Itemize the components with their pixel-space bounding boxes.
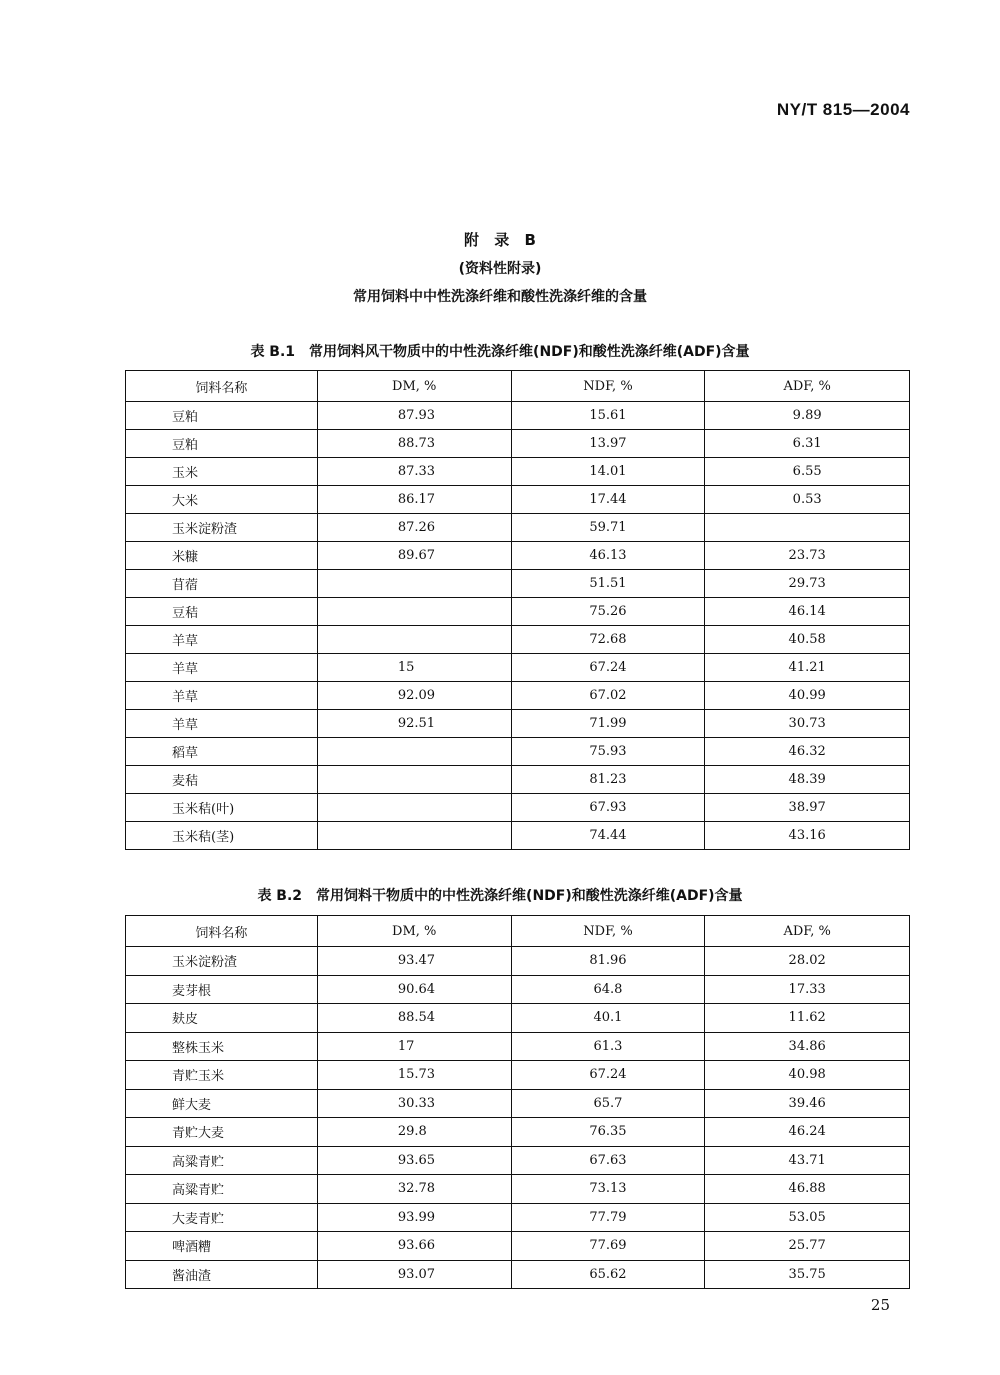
dm-cell: 87.93 (317, 402, 511, 430)
feed-name-cell: 羊草 (126, 682, 318, 710)
feed-name-cell: 稻草 (126, 738, 318, 766)
dm-cell (317, 570, 511, 598)
adf-cell: 0.53 (705, 486, 910, 514)
dm-cell (317, 766, 511, 794)
ndf-cell: 40.1 (511, 1004, 705, 1033)
dm-cell: 86.17 (317, 486, 511, 514)
feed-name-cell: 整株玉米 (126, 1032, 318, 1061)
adf-cell: 40.99 (705, 682, 910, 710)
table1 (125, 370, 910, 850)
dm-cell: 32.78 (317, 1175, 511, 1204)
table1-caption (0, 341, 1000, 361)
adf-cell: 46.14 (705, 598, 910, 626)
adf-cell: 41.21 (705, 654, 910, 682)
ndf-cell: 61.3 (511, 1032, 705, 1061)
ndf-cell: 67.02 (511, 682, 705, 710)
dm-cell: 93.66 (317, 1232, 511, 1261)
adf-cell: 43.16 (705, 822, 910, 850)
table2-caption-text: 常用饲料干物质中的中性洗涤纤维(NDF)和酸性洗涤纤维(ADF)含量 (316, 888, 743, 904)
table-row (126, 1175, 910, 1204)
table-row (126, 738, 910, 766)
ndf-cell: 76.35 (511, 1118, 705, 1147)
table2-caption (0, 885, 1000, 905)
ndf-cell: 51.51 (511, 570, 705, 598)
dm-cell (317, 598, 511, 626)
table-row (126, 458, 910, 486)
table-row (126, 766, 910, 794)
adf-cell: 6.55 (705, 458, 910, 486)
table-row (126, 1232, 910, 1261)
table-row (126, 710, 910, 738)
table-row (126, 947, 910, 976)
page-number: 25 (870, 1296, 890, 1314)
feed-name-cell: 玉米淀粉渣 (126, 947, 318, 976)
table-row (126, 1061, 910, 1090)
feed-name-cell: 米糠 (126, 542, 318, 570)
table-row (126, 1118, 910, 1147)
ndf-cell: 71.99 (511, 710, 705, 738)
table-row (126, 1146, 910, 1175)
ndf-cell: 17.44 (511, 486, 705, 514)
dm-cell: 29.8 (317, 1118, 511, 1147)
feed-name-cell: 麸皮 (126, 1004, 318, 1033)
table2-label: 表 B.2 (257, 888, 303, 904)
standard-code: NY/T 815—2004 (776, 100, 910, 119)
ndf-cell: 15.61 (511, 402, 705, 430)
dm-cell: 15 (317, 654, 511, 682)
adf-cell: 40.98 (705, 1061, 910, 1090)
table-row (126, 1203, 910, 1232)
table-row (126, 430, 910, 458)
table-row (126, 822, 910, 850)
table-row (126, 514, 910, 542)
adf-cell: 39.46 (705, 1089, 910, 1118)
feed-name-cell: 豆秸 (126, 598, 318, 626)
adf-cell: 6.31 (705, 430, 910, 458)
table-row (126, 598, 910, 626)
dm-cell: 92.09 (317, 682, 511, 710)
ndf-cell: 77.79 (511, 1203, 705, 1232)
table2-col-header: NDF, % (511, 916, 705, 947)
feed-name-cell: 玉米淀粉渣 (126, 514, 318, 542)
adf-cell: 28.02 (705, 947, 910, 976)
adf-cell: 46.32 (705, 738, 910, 766)
ndf-cell: 46.13 (511, 542, 705, 570)
adf-cell: 23.73 (705, 542, 910, 570)
table2-header-row (126, 916, 910, 947)
dm-cell (317, 822, 511, 850)
adf-cell: 9.89 (705, 402, 910, 430)
adf-cell (705, 514, 910, 542)
dm-cell: 87.26 (317, 514, 511, 542)
table-row (126, 1032, 910, 1061)
ndf-cell: 73.13 (511, 1175, 705, 1204)
feed-name-cell: 鲜大麦 (126, 1089, 318, 1118)
adf-cell: 30.73 (705, 710, 910, 738)
adf-cell: 46.24 (705, 1118, 910, 1147)
feed-name-cell: 羊草 (126, 626, 318, 654)
ndf-cell: 14.01 (511, 458, 705, 486)
table1-col-header: 饲料名称 (126, 371, 318, 402)
table-row (126, 570, 910, 598)
table-row (126, 542, 910, 570)
adf-cell: 53.05 (705, 1203, 910, 1232)
feed-name-cell: 麦芽根 (126, 975, 318, 1004)
table-row (126, 654, 910, 682)
table2-col-header: ADF, % (705, 916, 910, 947)
adf-cell: 40.58 (705, 626, 910, 654)
table1-caption-text: 常用饲料风干物质中的中性洗涤纤维(NDF)和酸性洗涤纤维(ADF)含量 (309, 344, 750, 360)
ndf-cell: 59.71 (511, 514, 705, 542)
feed-name-cell: 青贮玉米 (126, 1061, 318, 1090)
ndf-cell: 65.7 (511, 1089, 705, 1118)
dm-cell: 92.51 (317, 710, 511, 738)
feed-name-cell: 啤酒糟 (126, 1232, 318, 1261)
feed-name-cell: 羊草 (126, 710, 318, 738)
dm-cell: 88.54 (317, 1004, 511, 1033)
dm-cell: 93.99 (317, 1203, 511, 1232)
feed-name-cell: 高粱青贮 (126, 1175, 318, 1204)
ndf-cell: 67.93 (511, 794, 705, 822)
adf-cell: 46.88 (705, 1175, 910, 1204)
ndf-cell: 81.96 (511, 947, 705, 976)
feed-name-cell: 玉米秸(叶) (126, 794, 318, 822)
dm-cell (317, 738, 511, 766)
feed-name-cell: 酱油渣 (126, 1260, 318, 1289)
table-row (126, 1004, 910, 1033)
feed-name-cell: 麦秸 (126, 766, 318, 794)
feed-name-cell: 豆粕 (126, 430, 318, 458)
dm-cell: 17 (317, 1032, 511, 1061)
dm-cell: 93.07 (317, 1260, 511, 1289)
dm-cell: 93.47 (317, 947, 511, 976)
table-row (126, 975, 910, 1004)
table-row (126, 1089, 910, 1118)
feed-name-cell: 大麦青贮 (126, 1203, 318, 1232)
ndf-cell: 77.69 (511, 1232, 705, 1261)
dm-cell (317, 794, 511, 822)
appendix-subtitle: (资料性附录) (458, 261, 542, 277)
adf-cell: 25.77 (705, 1232, 910, 1261)
feed-name-cell: 豆粕 (126, 402, 318, 430)
appendix-title: 附 录 B (464, 231, 536, 249)
feed-name-cell: 苜蓿 (126, 570, 318, 598)
adf-cell: 38.97 (705, 794, 910, 822)
ndf-cell: 67.24 (511, 1061, 705, 1090)
ndf-cell: 74.44 (511, 822, 705, 850)
feed-name-cell: 玉米秸(茎) (126, 822, 318, 850)
dm-cell: 93.65 (317, 1146, 511, 1175)
adf-cell: 48.39 (705, 766, 910, 794)
feed-name-cell: 玉米 (126, 458, 318, 486)
ndf-cell: 67.24 (511, 654, 705, 682)
adf-cell: 34.86 (705, 1032, 910, 1061)
ndf-cell: 81.23 (511, 766, 705, 794)
feed-name-cell: 大米 (126, 486, 318, 514)
ndf-cell: 64.8 (511, 975, 705, 1004)
adf-cell: 29.73 (705, 570, 910, 598)
dm-cell: 90.64 (317, 975, 511, 1004)
table-row (126, 1260, 910, 1289)
dm-cell: 87.33 (317, 458, 511, 486)
feed-name-cell: 青贮大麦 (126, 1118, 318, 1147)
table-row (126, 626, 910, 654)
feed-name-cell: 高粱青贮 (126, 1146, 318, 1175)
ndf-cell: 75.26 (511, 598, 705, 626)
ndf-cell: 13.97 (511, 430, 705, 458)
table-row (126, 794, 910, 822)
dm-cell: 89.67 (317, 542, 511, 570)
table2 (125, 915, 910, 1289)
ndf-cell: 67.63 (511, 1146, 705, 1175)
ndf-cell: 72.68 (511, 626, 705, 654)
table-row (126, 682, 910, 710)
table1-col-header: NDF, % (511, 371, 705, 402)
table-row (126, 486, 910, 514)
table2-col-header: DM, % (317, 916, 511, 947)
dm-cell (317, 626, 511, 654)
adf-cell: 43.71 (705, 1146, 910, 1175)
table1-col-header: DM, % (317, 371, 511, 402)
ndf-cell: 65.62 (511, 1260, 705, 1289)
dm-cell: 88.73 (317, 430, 511, 458)
ndf-cell: 75.93 (511, 738, 705, 766)
table-row (126, 402, 910, 430)
appendix-heading: 常用饲料中中性洗涤纤维和酸性洗涤纤维的含量 (353, 289, 647, 305)
dm-cell: 15.73 (317, 1061, 511, 1090)
adf-cell: 11.62 (705, 1004, 910, 1033)
adf-cell: 35.75 (705, 1260, 910, 1289)
adf-cell: 17.33 (705, 975, 910, 1004)
table1-header-row (126, 371, 910, 402)
dm-cell: 30.33 (317, 1089, 511, 1118)
table1-label: 表 B.1 (250, 344, 296, 360)
table1-col-header: ADF, % (705, 371, 910, 402)
feed-name-cell: 羊草 (126, 654, 318, 682)
table2-col-header: 饲料名称 (126, 916, 318, 947)
